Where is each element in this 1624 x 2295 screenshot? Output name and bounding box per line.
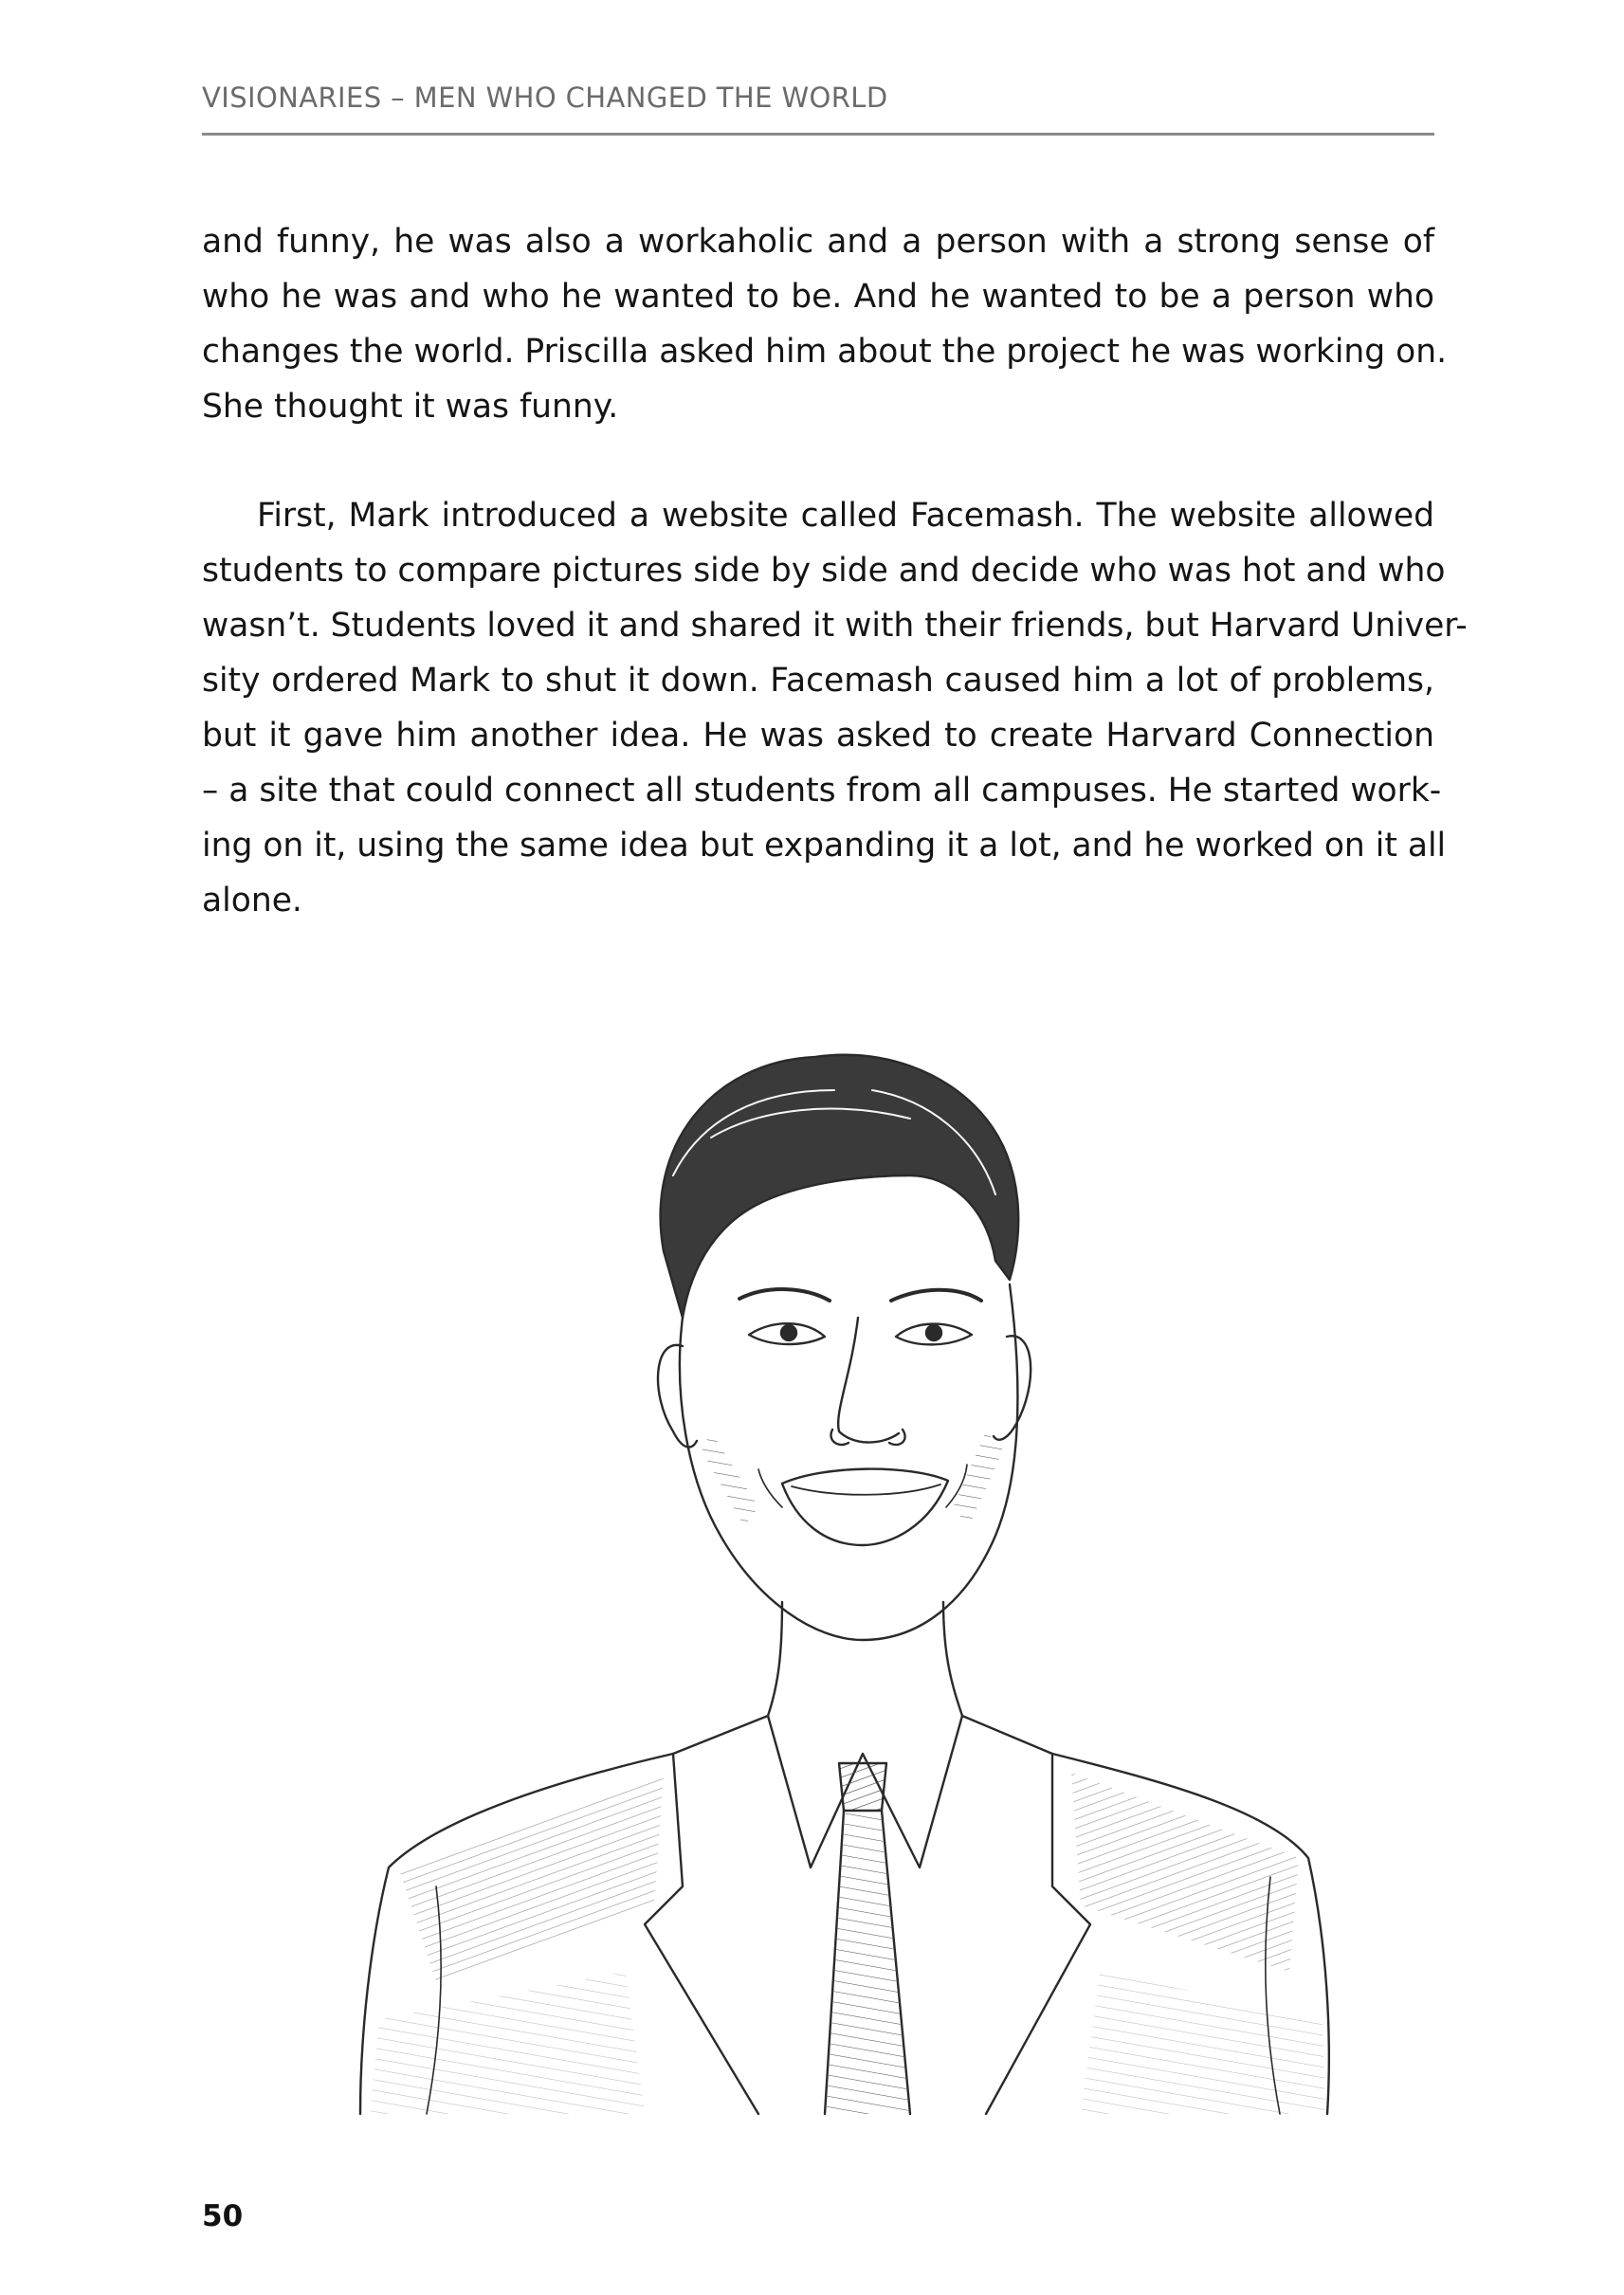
paragraph-1 xyxy=(202,214,1448,434)
running-head: VISIONARIES – MEN WHO CHANGED THE WORLD xyxy=(202,82,888,114)
text-line: wasn’t. Students loved it and shared it with their friends, but Harvard Univer- xyxy=(202,607,1468,645)
tie xyxy=(839,1763,886,1811)
paragraph-2 xyxy=(202,488,1468,928)
text-line: First, Mark introduced a website called Facemash. The website allowed xyxy=(257,497,1434,535)
text-line: ing on it, using the same idea but expanding it a lot, and he worked on it all xyxy=(202,827,1447,865)
mouth xyxy=(782,1469,948,1545)
header-rule xyxy=(202,133,1434,136)
hair xyxy=(661,1055,1019,1318)
text-line: She thought it was funny. xyxy=(202,388,619,426)
text-line: sity ordered Mark to shut it down. Facemash caused him a lot of problems, xyxy=(202,662,1434,700)
text-line: but it gave him another idea. He was asked to create Harvard Connection xyxy=(202,717,1434,755)
text-line: and funny, he was also a workaholic and a person with a strong sense of xyxy=(202,223,1434,261)
text-line: changes the world. Priscilla asked him about the project he was working on. xyxy=(202,333,1448,371)
text-line: who he was and who he wanted to be. And he wanted to be a person who xyxy=(202,278,1434,316)
jacket-lapel-right xyxy=(962,1716,1090,2114)
text-line: students to compare pictures side by side and decide who was hot and who xyxy=(202,552,1446,590)
portrait-illustration xyxy=(265,1033,1403,2119)
text-line: – a site that could connect all students from all campuses. He started work- xyxy=(202,772,1442,810)
page-number: 50 xyxy=(202,2199,244,2233)
text-line: alone. xyxy=(202,882,302,920)
